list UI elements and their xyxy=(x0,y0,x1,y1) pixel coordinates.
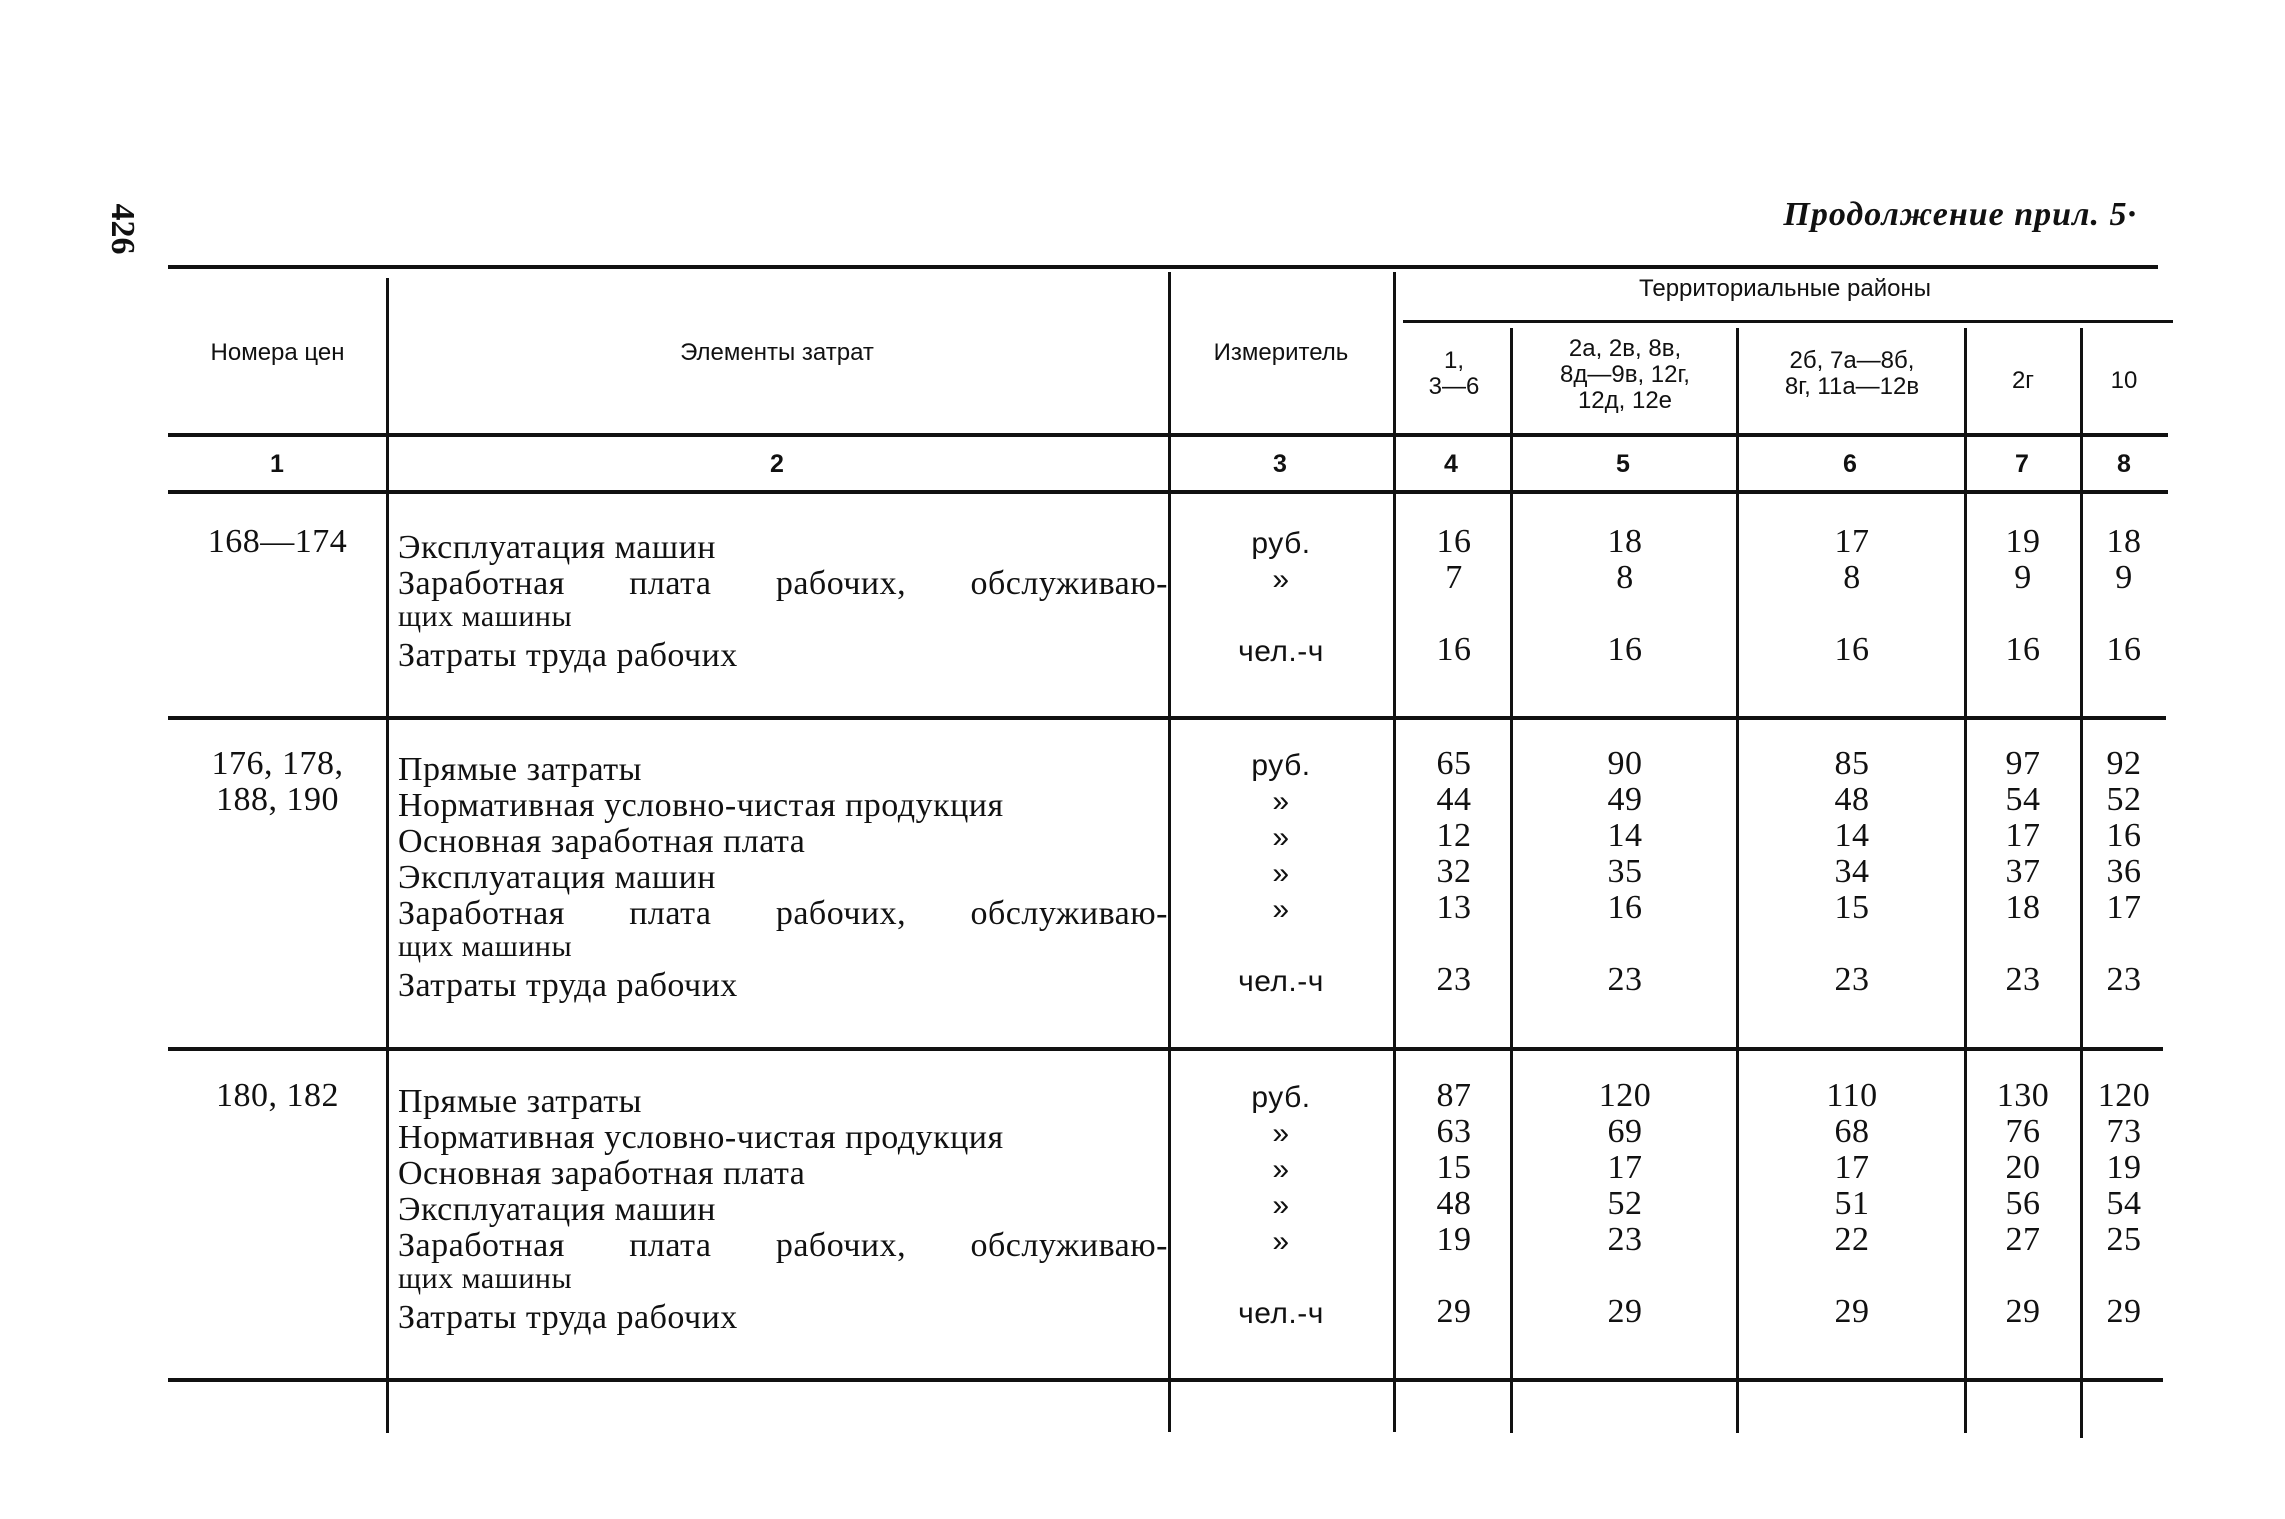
col-divider-4 xyxy=(1510,328,1513,1433)
value-cell: 17 xyxy=(1607,1149,1643,1186)
colnum-3: 3 xyxy=(1273,450,1287,478)
cost-element-label: Основная заработная плата xyxy=(398,1155,806,1192)
value-cell: 87 xyxy=(1436,1077,1472,1114)
value-cell: 27 xyxy=(2005,1221,2041,1258)
cost-element xyxy=(398,1192,1168,1228)
value-cell: 110 xyxy=(1826,1077,1878,1114)
col-divider-7 xyxy=(2080,328,2083,1438)
cost-element-label: Эксплуатация машин xyxy=(398,1191,716,1228)
value-cell: 9 xyxy=(2115,559,2133,596)
price-number: 168—174 xyxy=(207,523,348,560)
cost-element-label: Заработная плата рабочих, обслуживаю- xyxy=(398,565,1168,602)
colnum-1: 1 xyxy=(270,450,284,478)
cost-element-label-cont: щих машины xyxy=(398,600,573,633)
cost-element xyxy=(398,1156,1168,1192)
cost-element xyxy=(398,788,1168,824)
value-cell: 52 xyxy=(2106,781,2142,818)
value-cell: 92 xyxy=(2106,745,2142,782)
value-cell: 15 xyxy=(1834,889,1870,926)
cost-element-label: Затраты труда рабочих xyxy=(398,967,738,1004)
cost-element-label: Затраты труда рабочих xyxy=(398,637,738,674)
value-cell: 29 xyxy=(1834,1293,1870,1330)
continuation-caption: Продолжение прил. 5· xyxy=(1783,196,2137,233)
value-cell: 16 xyxy=(1436,523,1472,560)
value-cell: 130 xyxy=(1996,1077,2050,1114)
value-cell: 69 xyxy=(1607,1113,1643,1150)
value-cell: 23 xyxy=(1607,961,1643,998)
value-cell: 63 xyxy=(1436,1113,1472,1150)
value-cell: 19 xyxy=(1436,1221,1472,1258)
cost-element-label: Нормативная условно-чистая продукция xyxy=(398,1119,1004,1156)
value-cell: 16 xyxy=(1834,631,1870,668)
group1-bottom-rule xyxy=(168,716,2166,720)
cost-element xyxy=(398,566,1168,632)
value-cell: 73 xyxy=(2106,1113,2142,1150)
cost-element-label: Нормативная условно-чистая продукция xyxy=(398,787,1004,824)
unit: » xyxy=(1272,1225,1290,1258)
value-cell: 17 xyxy=(1834,1149,1870,1186)
value-cell: 16 xyxy=(1607,889,1643,926)
col-divider-1 xyxy=(386,278,389,1433)
unit: руб. xyxy=(1251,527,1311,560)
price-number: 180, 182 xyxy=(216,1077,339,1114)
cost-element xyxy=(398,530,1168,566)
colnum-8: 8 xyxy=(2117,450,2131,478)
value-cell: 16 xyxy=(2005,631,2041,668)
value-cell: 18 xyxy=(2106,523,2142,560)
value-cell: 120 xyxy=(1598,1077,1652,1114)
value-cell: 16 xyxy=(2106,631,2142,668)
value-cell: 29 xyxy=(1436,1293,1472,1330)
value-cell: 44 xyxy=(1436,781,1472,818)
value-cell: 52 xyxy=(1607,1185,1643,1222)
value-cell: 20 xyxy=(2005,1149,2041,1186)
value-cell: 16 xyxy=(2106,817,2142,854)
value-cell: 23 xyxy=(1607,1221,1643,1258)
value-cell: 56 xyxy=(2005,1185,2041,1222)
cost-element xyxy=(398,968,1168,1004)
value-cell: 23 xyxy=(1834,961,1870,998)
value-cell: 16 xyxy=(1436,631,1472,668)
value-cell: 23 xyxy=(2005,961,2041,998)
price-number: 188, 190 xyxy=(216,781,339,818)
cost-element-label: Эксплуатация машин xyxy=(398,529,716,566)
unit: » xyxy=(1272,857,1290,890)
cost-element xyxy=(398,896,1168,962)
value-cell: 7 xyxy=(1445,559,1463,596)
group2-bottom-rule xyxy=(168,1047,2163,1051)
value-cell: 32 xyxy=(1436,853,1472,890)
value-cell: 48 xyxy=(1436,1185,1472,1222)
cost-element-label: Затраты труда рабочих xyxy=(398,1299,738,1336)
value-cell: 15 xyxy=(1436,1149,1472,1186)
cost-element-label-cont: щих машины xyxy=(398,1262,573,1295)
cost-element-label: Основная заработная плата xyxy=(398,823,806,860)
value-cell: 29 xyxy=(2106,1293,2142,1330)
cost-element xyxy=(398,1228,1168,1294)
value-cell: 25 xyxy=(2106,1221,2142,1258)
colnum-6: 6 xyxy=(1843,450,1857,478)
header-territorial-regions: Территориальные районы xyxy=(1639,275,1931,302)
col-divider-2 xyxy=(1168,272,1171,1432)
col-divider-3 xyxy=(1393,272,1396,1432)
value-cell: 54 xyxy=(2106,1185,2142,1222)
group3-bottom-rule xyxy=(168,1378,2163,1382)
value-cell: 14 xyxy=(1834,817,1870,854)
value-cell: 14 xyxy=(1607,817,1643,854)
cost-element xyxy=(398,1084,1168,1120)
col-divider-6 xyxy=(1964,328,1967,1433)
value-cell: 35 xyxy=(1607,853,1643,890)
value-cell: 8 xyxy=(1843,559,1861,596)
value-cell: 68 xyxy=(1834,1113,1870,1150)
value-cell: 76 xyxy=(2005,1113,2041,1150)
value-cell: 49 xyxy=(1607,781,1643,818)
cost-element xyxy=(398,638,1168,674)
value-cell: 37 xyxy=(2005,853,2041,890)
value-cell: 120 xyxy=(2097,1077,2151,1114)
header-cost-elements: Элементы затрат xyxy=(680,339,874,366)
cost-element xyxy=(398,752,1168,788)
value-cell: 19 xyxy=(2106,1149,2142,1186)
header-region-7: 2г xyxy=(2011,367,2035,394)
unit: » xyxy=(1272,1189,1290,1222)
value-cell: 17 xyxy=(2005,817,2041,854)
value-cell: 65 xyxy=(1436,745,1472,782)
colnum-4: 4 xyxy=(1444,450,1458,478)
unit: » xyxy=(1272,1117,1290,1150)
value-cell: 16 xyxy=(1607,631,1643,668)
unit: » xyxy=(1272,563,1290,596)
cost-element xyxy=(398,1120,1168,1156)
territorial-rule xyxy=(1403,320,2173,323)
cost-element xyxy=(398,860,1168,896)
value-cell: 29 xyxy=(2005,1293,2041,1330)
unit: » xyxy=(1272,785,1290,818)
unit: » xyxy=(1272,893,1290,926)
value-cell: 22 xyxy=(1834,1221,1870,1258)
table-top-rule xyxy=(168,265,2158,269)
cost-element-label: Эксплуатация машин xyxy=(398,859,716,896)
value-cell: 8 xyxy=(1616,559,1634,596)
value-cell: 17 xyxy=(2106,889,2142,926)
value-cell: 36 xyxy=(2106,853,2142,890)
price-number: 176, 178, xyxy=(211,745,344,782)
colnum-7: 7 xyxy=(2015,450,2029,478)
unit: руб. xyxy=(1251,1081,1311,1114)
value-cell: 9 xyxy=(2014,559,2032,596)
value-cell: 17 xyxy=(1834,523,1870,560)
value-cell: 23 xyxy=(2106,961,2142,998)
header-region-8: 10 xyxy=(2110,367,2138,394)
colnum-5: 5 xyxy=(1616,450,1630,478)
header-region-5: 2а, 2в, 8в, 8д—9в, 12г, 12д, 12е xyxy=(1560,335,1690,414)
cost-element-label: Заработная плата рабочих, обслуживаю- xyxy=(398,1227,1168,1264)
value-cell: 54 xyxy=(2005,781,2041,818)
value-cell: 13 xyxy=(1436,889,1472,926)
header-unit: Измеритель xyxy=(1213,339,1349,366)
value-cell: 18 xyxy=(2005,889,2041,926)
value-cell: 97 xyxy=(2005,745,2041,782)
cost-element-label: Прямые затраты xyxy=(398,1083,642,1120)
value-cell: 90 xyxy=(1607,745,1643,782)
value-cell: 34 xyxy=(1834,853,1870,890)
value-cell: 85 xyxy=(1834,745,1870,782)
cost-element-label: Прямые затраты xyxy=(398,751,642,788)
unit: чел.-ч xyxy=(1238,1297,1324,1330)
col-divider-5 xyxy=(1736,328,1739,1433)
cost-element xyxy=(398,824,1168,860)
header-region-4: 1, 3—6 xyxy=(1428,347,1480,400)
header-region-6: 2б, 7а—8б, 8г, 11а—12в xyxy=(1784,347,1920,400)
value-cell: 18 xyxy=(1607,523,1643,560)
value-cell: 23 xyxy=(1436,961,1472,998)
value-cell: 48 xyxy=(1834,781,1870,818)
value-cell: 29 xyxy=(1607,1293,1643,1330)
value-cell: 19 xyxy=(2005,523,2041,560)
unit: руб. xyxy=(1251,749,1311,782)
cost-element-label-cont: щих машины xyxy=(398,930,573,963)
unit: » xyxy=(1272,1153,1290,1186)
value-cell: 12 xyxy=(1436,817,1472,854)
unit: чел.-ч xyxy=(1238,635,1324,668)
cost-element-label: Заработная плата рабочих, обслуживаю- xyxy=(398,895,1168,932)
unit: » xyxy=(1272,821,1290,854)
unit: чел.-ч xyxy=(1238,965,1324,998)
page-number: 426 xyxy=(104,203,141,255)
colnum-2: 2 xyxy=(770,450,784,478)
value-cell: 51 xyxy=(1834,1185,1870,1222)
cost-element xyxy=(398,1300,1168,1336)
header-price-numbers: Номера цен xyxy=(210,339,345,366)
